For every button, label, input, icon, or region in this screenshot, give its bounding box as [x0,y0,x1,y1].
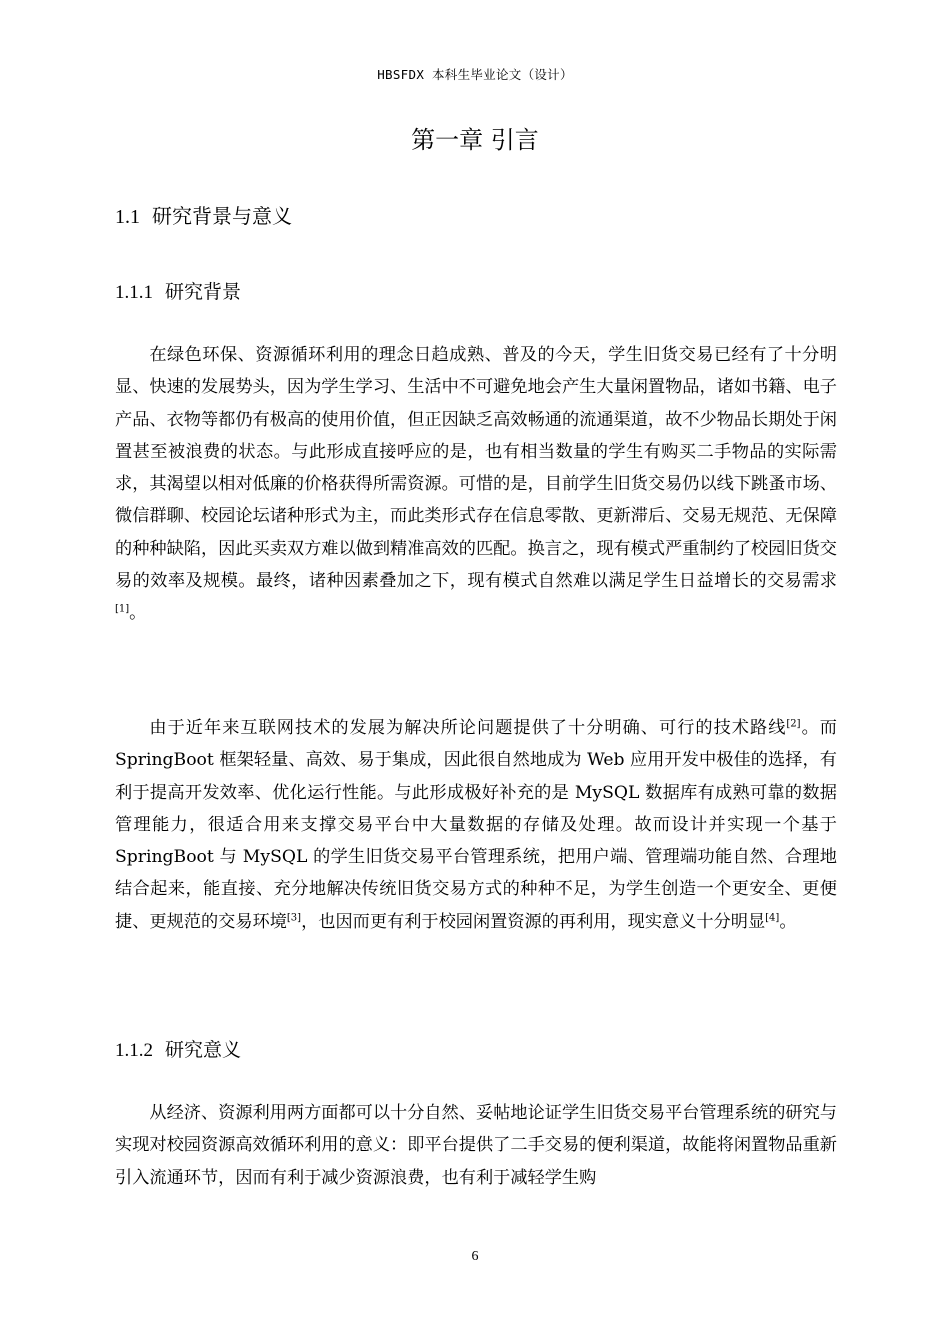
section-number: 1.1 [115,206,140,228]
paragraph-text: 从经济、资源利用两方面都可以十分自然、妥帖地论证学生旧货交易平台管理系统的研究与实现对校园资源高效循环利用的意义：即平台提供了二手交易的便利渠道，故能将闲置物品重新引入流通环节，因而有利于减少资源浪费，也有利于减轻学生购 [115,1103,837,1188]
paragraph-text-a: 由于近年来互联网技术的发展为解决所论问题提供了十分明确、可行的技术路线 [149,718,787,738]
paragraph-end: 。 [129,603,147,624]
subsection-title: 研究意义 [165,1039,242,1061]
running-header: HBSFDX 本科生毕业论文（设计） [377,67,573,82]
citation-3: [3] [286,912,302,924]
chapter-title: 第一章 引言 [411,126,539,154]
citation-4: [4] [765,912,780,924]
paragraph-significance [115,1097,837,1194]
paragraph-text-b: 。而 SpringBoot 框架轻量、高效、易于集成，因此很自然地成为 Web 应用开发中极佳的选择，有利于提高开发效率、优化运行性能。与此形成极好补充的是 MySQL 数据库有成熟可靠的数据管理能力，很适合用来支撑交易平台中大量数据的存储及处理。故而设计并实现一个基于 SpringBoot 与 MySQL 的学生旧货交易平台管理系统，把用户端、管理端功能自然、合理地结合起来，能直接、充分地解决传统旧货交易方式的种种不足，为学生创造一个更安全、更便捷、更规范的交易环境 [115,718,837,932]
section-title: 研究背景与意义 [152,204,292,228]
paragraph-technology [115,712,837,938]
subsection-number: 1.1.1 [115,282,153,303]
section-heading-1-1 [115,200,292,233]
header-rule [115,92,837,93]
paragraph-text-c: ，也因而更有利于校园闲置资源的再利用，现实意义十分明显 [301,911,766,932]
page-number: 6 [471,1249,479,1264]
subsection-heading-1-1-2 [115,1035,241,1066]
citation-2: [2] [786,718,801,730]
subsection-number: 1.1.2 [115,1040,153,1061]
citation-1: [1] [115,603,130,615]
subsection-title: 研究背景 [165,281,242,303]
paragraph-background [115,339,837,630]
paragraph-end: 。 [779,911,797,932]
subsection-heading-1-1-1 [115,277,241,308]
paragraph-text: 在绿色环保、资源循环利用的理念日趋成熟、普及的今天，学生旧货交易已经有了十分明显、快速的发展势头，因为学生学习、生活中不可避免地会产生大量闲置物品，诸如书籍、电子产品、衣物等都仍有极高的使用价值，但正因缺乏高效畅通的流通渠道，故不少物品长期处于闲置甚至被浪费的状态。与此形成直接呼应的是，也有相当数量的学生有购买二手物品的实际需求，其渴望以相对低廉的价格获得所需资源。可惜的是，目前学生旧货交易仍以线下跳蚤市场、微信群聊、校园论坛诸种形式为主，而此类形式存在信息零散、更新滞后、交易无规范、无保障的种种缺陷，因此买卖双方难以做到精准高效的匹配。换言之，现有模式严重制约了校园旧货交易的效率及规模。最终，诸种因素叠加之下，现有模式自然难以满足学生日益增长的交易需求 [115,345,837,592]
